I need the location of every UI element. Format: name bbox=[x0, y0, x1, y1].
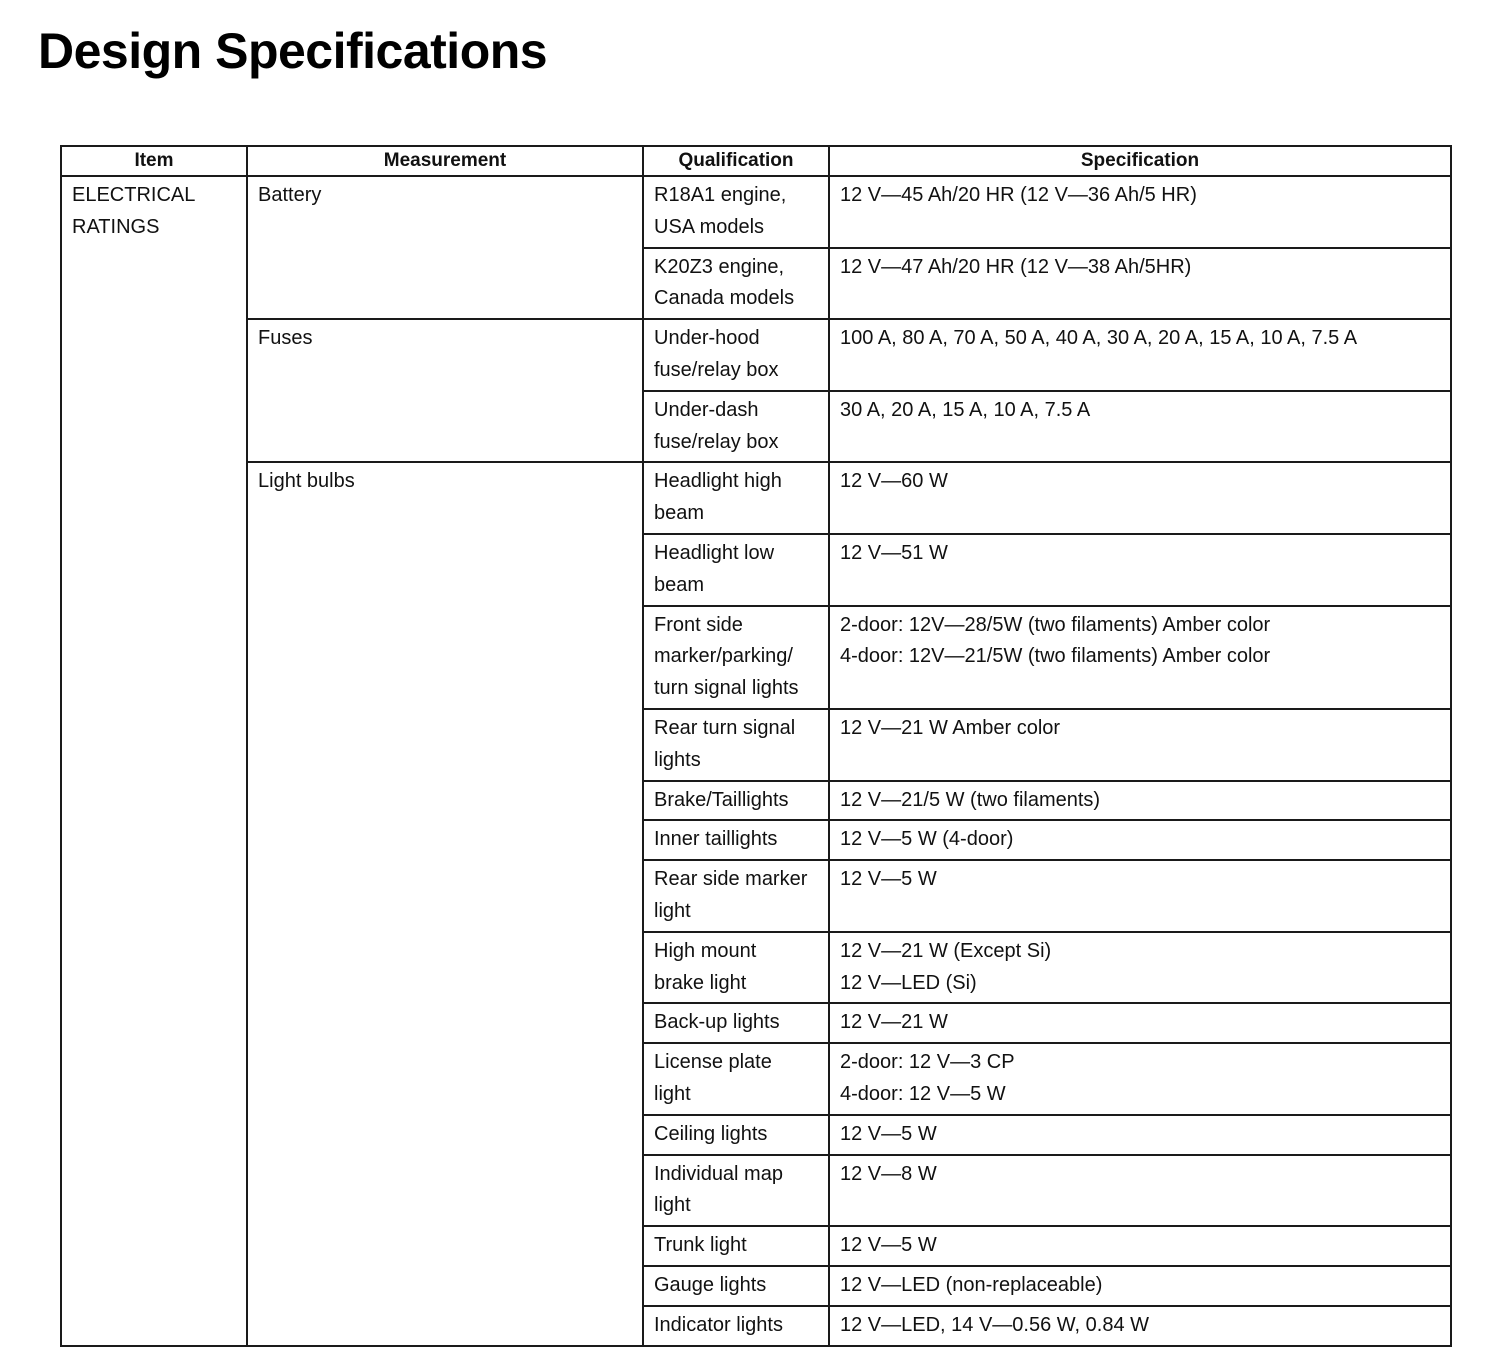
qualification-line: License plate bbox=[654, 1051, 772, 1074]
specification-line: 12 V—51 W bbox=[840, 541, 948, 564]
specification-line: 4-door: 12V—21/5W (two filaments) Amber color bbox=[840, 645, 1271, 668]
specification-line: 12 V—5 W bbox=[840, 1234, 937, 1257]
spec-table-body bbox=[61, 176, 1451, 1346]
table-row bbox=[61, 176, 1451, 248]
specification-line: 12 V—5 W bbox=[840, 868, 937, 891]
qualification-cell bbox=[643, 606, 829, 709]
qualification-cell bbox=[643, 1043, 829, 1115]
qualification-line: lights bbox=[654, 748, 701, 771]
table-row bbox=[61, 462, 1451, 534]
qualification-line: Brake/Taillights bbox=[654, 788, 789, 811]
measurement-cell bbox=[247, 462, 643, 1345]
qualification-line: R18A1 engine, bbox=[654, 184, 787, 206]
qualification-line: K20Z3 engine, bbox=[654, 255, 785, 278]
specification-line: 12 V—60 W bbox=[840, 470, 948, 493]
specification-line: 12 V—21 W (Except Si) bbox=[840, 939, 1052, 962]
qualification-line: High mount bbox=[654, 939, 757, 962]
qualification-cell bbox=[643, 534, 829, 606]
specification-line: 100 A, 80 A, 70 A, 50 A, 40 A, 30 A, 20 A, 15 A, 10 A, 7.5 A bbox=[840, 327, 1358, 350]
qualification-line: Headlight high bbox=[654, 470, 782, 493]
measurement-label: Battery bbox=[258, 184, 322, 206]
qualification-line: brake light bbox=[654, 971, 747, 994]
specification-cell bbox=[829, 1003, 1451, 1043]
qualification-line: Under-dash bbox=[654, 398, 759, 421]
specification-cell bbox=[829, 709, 1451, 781]
qualification-line: turn signal lights bbox=[654, 677, 799, 700]
qualification-line: Under-hood bbox=[654, 327, 760, 350]
specification-line: 12 V—LED, 14 V—0.56 W, 0.84 W bbox=[840, 1313, 1150, 1336]
header-qualification: Qualification bbox=[643, 146, 829, 176]
qualification-cell bbox=[643, 248, 829, 320]
header-item: Item bbox=[61, 146, 247, 176]
specification-line: 12 V—21/5 W (two filaments) bbox=[840, 788, 1101, 811]
qualification-line: Ceiling lights bbox=[654, 1122, 768, 1145]
specification-line: 2-door: 12V—28/5W (two filaments) Amber color bbox=[840, 613, 1271, 636]
qualification-cell bbox=[643, 1003, 829, 1043]
specification-line: 4-door: 12 V—5 W bbox=[840, 1082, 1006, 1105]
qualification-line: Rear turn signal bbox=[654, 716, 796, 739]
qualification-line: Individual map bbox=[654, 1162, 783, 1185]
qualification-line: light bbox=[654, 1082, 691, 1105]
qualification-cell bbox=[643, 1266, 829, 1306]
specification-line: 12 V—45 Ah/20 HR (12 V—36 Ah/5 HR) bbox=[840, 184, 1197, 206]
qualification-line: Indicator lights bbox=[654, 1313, 783, 1336]
qualification-cell bbox=[643, 820, 829, 860]
qualification-cell bbox=[643, 1155, 829, 1227]
specification-cell bbox=[829, 176, 1451, 248]
qualification-cell bbox=[643, 319, 829, 391]
specification-cell bbox=[829, 781, 1451, 821]
qualification-cell bbox=[643, 1115, 829, 1155]
header-measurement: Measurement bbox=[247, 146, 643, 176]
specification-line: 12 V—5 W (4-door) bbox=[840, 828, 1014, 851]
qualification-cell bbox=[643, 781, 829, 821]
qualification-line: marker/parking/ bbox=[654, 645, 793, 668]
specification-cell bbox=[829, 932, 1451, 1004]
specification-cell bbox=[829, 391, 1451, 463]
specification-cell bbox=[829, 606, 1451, 709]
specification-cell bbox=[829, 1266, 1451, 1306]
specification-cell bbox=[829, 820, 1451, 860]
qualification-cell bbox=[643, 932, 829, 1004]
qualification-line: Rear side marker bbox=[654, 868, 808, 891]
specification-cell bbox=[829, 534, 1451, 606]
qualification-cell bbox=[643, 462, 829, 534]
qualification-cell bbox=[643, 1226, 829, 1266]
header-row bbox=[61, 146, 1451, 176]
page-title: Design Specifications bbox=[38, 23, 548, 79]
specification-cell bbox=[829, 1155, 1451, 1227]
specification-cell bbox=[829, 860, 1451, 932]
specification-cell bbox=[829, 1043, 1451, 1115]
qualification-line: USA models bbox=[654, 215, 765, 238]
qualification-line: Back-up lights bbox=[654, 1011, 780, 1034]
specification-line: 12 V—5 W bbox=[840, 1122, 937, 1145]
specification-line: 12 V—21 W Amber color bbox=[840, 716, 1061, 739]
item-cell bbox=[61, 176, 247, 1346]
measurement-label: Fuses bbox=[258, 327, 313, 350]
measurement-cell bbox=[247, 176, 643, 319]
specification-line: 2-door: 12 V—3 CP bbox=[840, 1051, 1015, 1074]
specification-cell bbox=[829, 1306, 1451, 1346]
qualification-line: Front side bbox=[654, 613, 743, 636]
specification-line: 12 V—8 W bbox=[840, 1162, 937, 1185]
qualification-cell bbox=[643, 176, 829, 248]
spec-table bbox=[60, 145, 1452, 1347]
qualification-cell bbox=[643, 1306, 829, 1346]
specification-cell bbox=[829, 1115, 1451, 1155]
qualification-line: Canada models bbox=[654, 287, 795, 310]
item-label-line: RATINGS bbox=[72, 215, 160, 238]
qualification-line: Inner taillights bbox=[654, 828, 778, 851]
specification-line: 12 V—47 Ah/20 HR (12 V—38 Ah/5HR) bbox=[840, 255, 1192, 278]
qualification-cell bbox=[643, 709, 829, 781]
qualification-line: fuse/relay box bbox=[654, 430, 779, 453]
item-label-line: ELECTRICAL bbox=[72, 184, 196, 206]
qualification-cell bbox=[643, 860, 829, 932]
qualification-line: fuse/relay box bbox=[654, 358, 779, 381]
table-row bbox=[61, 319, 1451, 391]
qualification-line: light bbox=[654, 899, 691, 922]
qualification-line: Trunk light bbox=[654, 1234, 747, 1257]
qualification-line: beam bbox=[654, 502, 705, 525]
measurement-cell bbox=[247, 319, 643, 462]
specification-cell bbox=[829, 319, 1451, 391]
qualification-line: beam bbox=[654, 573, 705, 596]
specification-line: 12 V—21 W bbox=[840, 1011, 948, 1034]
specification-cell bbox=[829, 1226, 1451, 1266]
qualification-line: Gauge lights bbox=[654, 1273, 767, 1296]
qualification-line: light bbox=[654, 1194, 691, 1217]
specification-line: 12 V—LED (Si) bbox=[840, 971, 977, 994]
qualification-line: Headlight low bbox=[654, 541, 775, 564]
header-specification: Specification bbox=[829, 146, 1451, 176]
measurement-label: Light bulbs bbox=[258, 470, 355, 493]
specification-cell bbox=[829, 248, 1451, 320]
specification-cell bbox=[829, 462, 1451, 534]
specification-line: 12 V—LED (non-replaceable) bbox=[840, 1273, 1103, 1296]
specification-line: 30 A, 20 A, 15 A, 10 A, 7.5 A bbox=[840, 398, 1091, 421]
qualification-cell bbox=[643, 391, 829, 463]
